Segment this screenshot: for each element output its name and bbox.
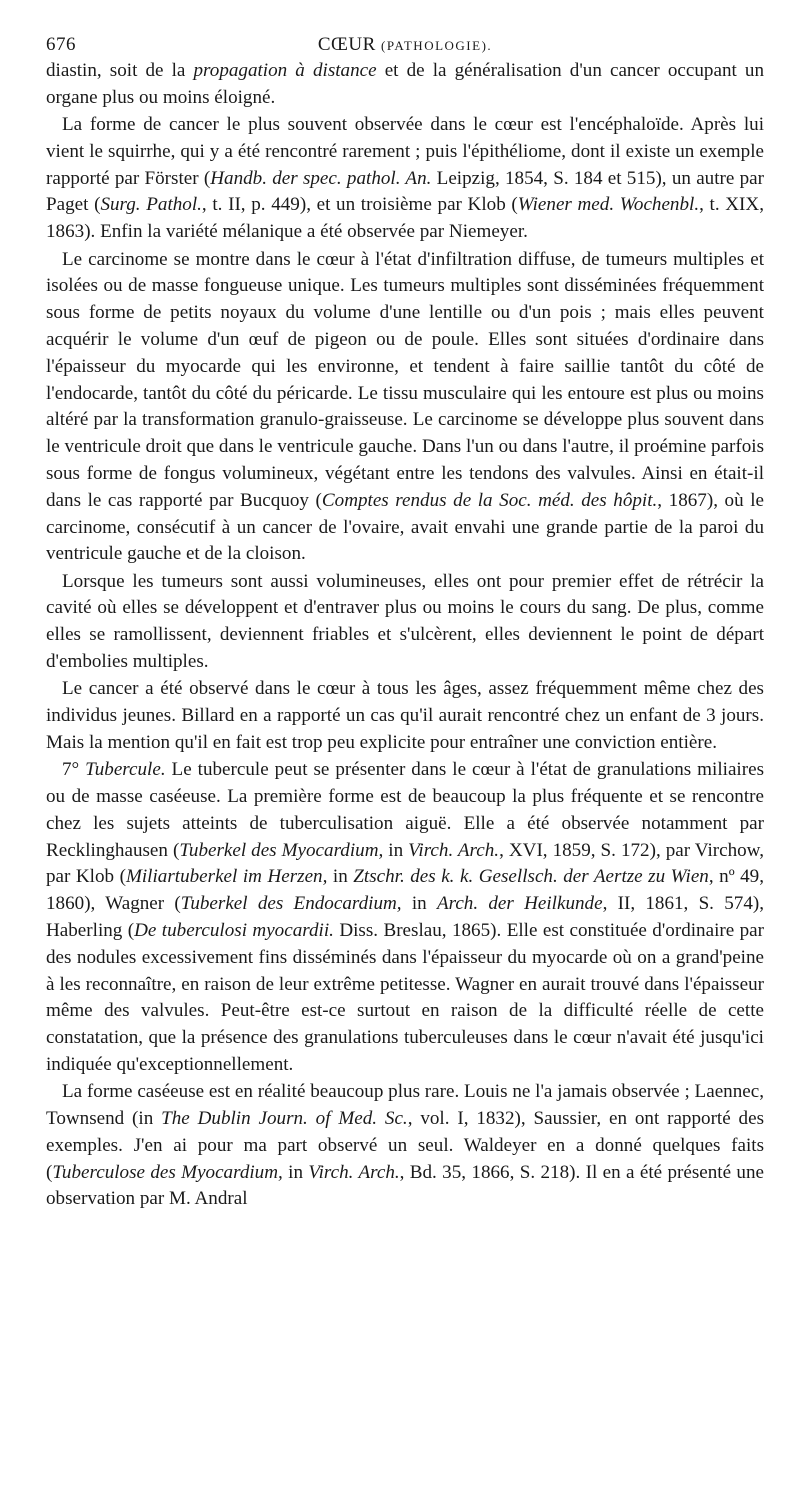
paragraph-ages [46,676,764,756]
text-run: diastin, soit de la [46,60,194,81]
citation-title: Comptes rendus de la Soc. méd. des hôpit. [321,489,658,511]
paragraph-cancer-forms [46,112,764,246]
citation-title: Virch. Arch. [308,1161,400,1183]
paragraph-forme-caseuse [46,1079,764,1213]
text-run: et de la généralisation d'un cancer occupant un organe plus ou moins éloigné. [46,60,764,108]
citation-title: Handb. der spec. pathol. An. [210,167,432,189]
text-run: in [327,866,354,888]
citation-title: Tuberkel des Myocardium, [179,839,384,861]
book-page [46,28,764,1213]
text-run: Diss. Breslau, 1865). Elle est constituée d'ordinaire par des nodules excessivement fins disséminés dans l'épaisseur du myocarde où on a grand'peine à les reconnaître, en raison de leur extrême petitesse. Wagner en aurait trouvé dans l'épaisseur même des valvules. Peut-être est-ce surtout en raison de la difficulté réelle de cette constatation, que la présence des granulations tuberculeuses dans le cœur n'avait été jusqu'ici indiquée qu'exceptionnellement. [46,920,764,1075]
citation-title: De tuberculosi myocardii. [134,920,334,941]
running-title-main: CŒUR [317,34,376,55]
text-run: in [383,839,409,861]
section-heading: Tubercule. [85,759,166,781]
text-run: , t. XIX, 1863). Enfin la variété mélanique a été observée par Niemeyer. [46,194,764,243]
paragraph-carcinome [46,247,764,569]
citation-title: Virch. Arch. [408,839,500,861]
text-run: in [401,893,437,915]
text-run: , t. II, p. 449), et un troisième par Klob ( [201,194,518,216]
running-title [46,34,764,56]
text-run: , 1867), où le carcinome, consécutif à un cancer de l'ovaire, avait envahi une grande partie de la paroi du ventricule gauche et de la cloison. [46,489,764,565]
paragraph-tumeurs-volumineuses [46,569,764,676]
paragraph-tubercule [46,757,764,1079]
text-run: Lorsque les tumeurs sont aussi volumineuses, elles ont pour premier effet de rétrécir la cavité où elles se développent et d'entraver plus ou moins le cours du sang. De plus, comme elles se ramollissent, deviennent friables et s'ulcèrent, elles deviennent le point de départ d'embolies multiples. [46,570,764,673]
body-text [46,58,764,1213]
section-number: 7° [62,759,86,781]
citation-title: Ztschr. des k. k. Gesellsch. der Aertze zu Wien [353,866,709,888]
citation-title: Miliartuberkel im Herzen, [125,866,328,888]
citation-title: Tuberculose des Myocardium, [52,1161,283,1183]
citation-title: Arch. der Heilkunde [436,893,603,915]
text-run: La forme caséeuse est en réalité beaucoup plus rare. Louis ne l'a jamais observée ; Laennec, Townsend (in [46,1081,764,1130]
emphasis: propagation à distance [193,60,377,81]
citation-title: Surg. Pathol. [100,194,202,216]
text-run: Leipzig, 1854, S. 184 et 515), un autre par Paget ( [46,167,764,216]
text-run: Le cancer a été observé dans le cœur à tous les âges, assez fréquemment même chez des individus jeunes. Billard en a rapporté un cas qu'il aurait rencontré chez un enfant de 3 jours. Mais la mention qu'il en fait est trop peu explicite pour entraîner une conviction entière. [46,678,764,753]
citation-title: The Dublin Journ. of Med. Sc. [161,1108,408,1130]
text-run: , XVI, 1859, S. 172), par Virchow, par Klob ( [46,839,764,888]
text-run: , nº 49, 1860), Wagner ( [46,866,764,915]
paragraph-continuation [46,58,764,112]
text-run: , vol. I, 1832), Saussier, en ont rapporté des exemples. J'en ai pour ma part observé un seul. Waldeyer en a donné quelques faits ( [46,1108,765,1183]
running-head [46,28,764,58]
page-number: 676 [46,34,76,55]
text-run: La forme de cancer le plus souvent observée dans le cœur est l'encéphaloïde. Après lui vient le squirrhe, qui y a été rencontré rarement ; puis l'épithéliome, dont il existe un exemple rapporté par Förster ( [46,114,764,189]
text-run: Le carcinome se montre dans le cœur à l'état d'infiltration diffuse, de tumeurs multiples et isolées ou de masse fongueuse unique. Les tumeurs multiples sont disséminées fréquemment sous forme de petits noyaux du volume d'une lentille ou d'un pois ; mais elles peuvent acquérir le volume d'un œuf de pigeon ou de poule. Elles sont situées d'ordinaire dans l'épaisseur du myocarde qui les environne, et tendent à faire saillie tantôt du côté de l'endocarde, tantôt du côté du péricarde. Le tissu musculaire qui les entoure est plus ou moins altéré par la transformation granulo-graisseuse. Le carcinome se développe plus souvent dans le ventricule droit que dans le ventricule gauche. Dans l'un ou dans l'autre, il proémine parfois sous forme de fongus volumineux, végétant entre les tendons des valvules. Ainsi en était-il dans le cas rapporté par Bucquoy ( [46,248,764,511]
text-run: in [282,1161,309,1183]
running-title-sub: (PATHOLOGIE). [381,38,493,53]
citation-title: Tuberkel des Endocardium, [180,893,402,915]
text-run: , II, 1861, S. 574), Haberling ( [46,893,764,941]
text-run: Le tubercule peut se présenter dans le cœur à l'état de granulations miliaires ou de masse caséeuse. La première forme est de beaucoup la plus fréquente et se rencontre chez les sujets atteints de tuberculisation aiguë. Elle a été observée notamment par Recklinghausen ( [46,759,764,861]
citation-title: Wiener med. Wochenbl. [517,194,700,216]
text-run: , Bd. 35, 1866, S. 218). Il en a été présenté une observation par M. Andral [46,1161,764,1210]
